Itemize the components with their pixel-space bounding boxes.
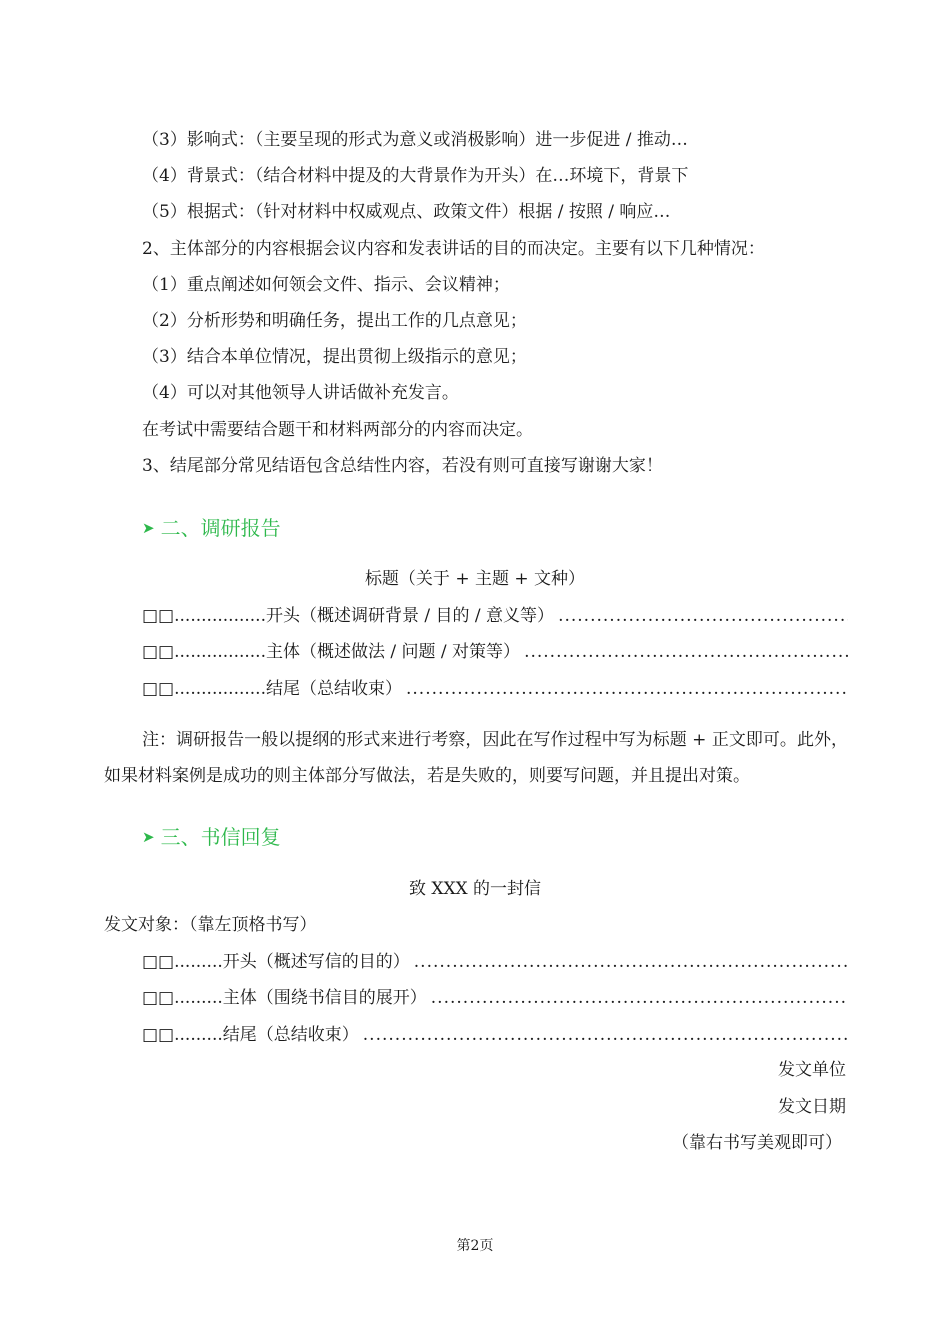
section-heading-letter-text: 三、书信回复 — [160, 825, 281, 849]
body-subitem-3: （3）结合本单位情况，提出贯彻上级指示的意见； — [142, 347, 527, 367]
research-outline-body — [142, 640, 848, 664]
page-number: 第2页 — [456, 1238, 494, 1254]
research-outline-opening — [142, 604, 848, 628]
letter-sender-unit: 发文单位 — [778, 1060, 846, 1080]
section-heading-research-text: 二、调研报告 — [160, 516, 281, 540]
dot-leader — [414, 950, 848, 974]
outline-label: □□.................主体（概述做法 / 问题 / 对策等） — [142, 642, 521, 662]
body-subitem-4: （4）可以对其他领导人讲话做补充发言。 — [142, 383, 459, 403]
outline-label: □□.........开头（概述写信的目的） — [142, 952, 410, 972]
body-point-3: 3、结尾部分常见结语包含总结性内容，若没有则可直接写谢谢大家！ — [142, 456, 663, 476]
letter-right-note: （靠右书写美观即可） — [672, 1133, 842, 1153]
body-subitem-1: （1）重点阐述如何领会文件、指示、会议精神； — [142, 275, 510, 295]
outline-label: □□.................结尾（总结收束） — [142, 679, 402, 699]
outline-label: □□.................开头（概述调研背景 / 目的 / 意义等） — [142, 606, 555, 626]
dot-leader — [558, 604, 848, 628]
outline-label: □□.........主体（围绕书信目的展开） — [142, 988, 427, 1008]
exam-note: 在考试中需要结合题干和材料两部分的内容而决定。 — [142, 420, 533, 440]
dot-leader — [431, 986, 848, 1010]
body-subitem-2: （2）分析形势和明确任务，提出工作的几点意见； — [142, 311, 527, 331]
letter-outline-opening — [142, 950, 848, 974]
dot-leader — [406, 677, 848, 701]
list-item-background: （4）背景式：（结合材料中提及的大背景作为开头）在…环境下，背景下 — [142, 166, 689, 186]
letter-outline-ending — [142, 1023, 848, 1047]
section-heading-letter — [142, 823, 281, 851]
list-item-basis: （5）根据式：（针对材料中权威观点、政策文件）根据 / 按照 / 响应… — [142, 202, 671, 222]
arrow-bullet-icon: ➤ — [142, 828, 155, 846]
arrow-bullet-icon: ➤ — [142, 519, 155, 537]
research-outline-ending — [142, 677, 848, 701]
letter-sender-date: 发文日期 — [778, 1097, 846, 1117]
research-note-paragraph: 注：调研报告一般以提纲的形式来进行考察，因此在写作过程中写为标题 + 正文即可。此外，如果材料案例是成功的则主体部分写做法，若是失败的，则要写问题，并且提出对策。 — [104, 730, 848, 786]
dot-leader — [524, 640, 848, 664]
letter-recipient-line: 发文对象：（靠左顶格书写） — [104, 915, 317, 935]
body-point-2: 2、主体部分的内容根据会议内容和发表讲话的目的而决定。主要有以下几种情况： — [142, 239, 765, 259]
dot-leader — [363, 1023, 848, 1047]
letter-title-line: 致 XXX 的一封信 — [408, 879, 542, 899]
list-item-influence: （3）影响式：（主要呈现的形式为意义或消极影响）进一步促进 / 推动… — [142, 130, 688, 150]
outline-label: □□.........结尾（总结收束） — [142, 1025, 359, 1045]
section-heading-research — [142, 514, 281, 542]
research-title-line: 标题（关于 + 主题 + 文种） — [364, 569, 586, 589]
letter-outline-body — [142, 986, 848, 1010]
